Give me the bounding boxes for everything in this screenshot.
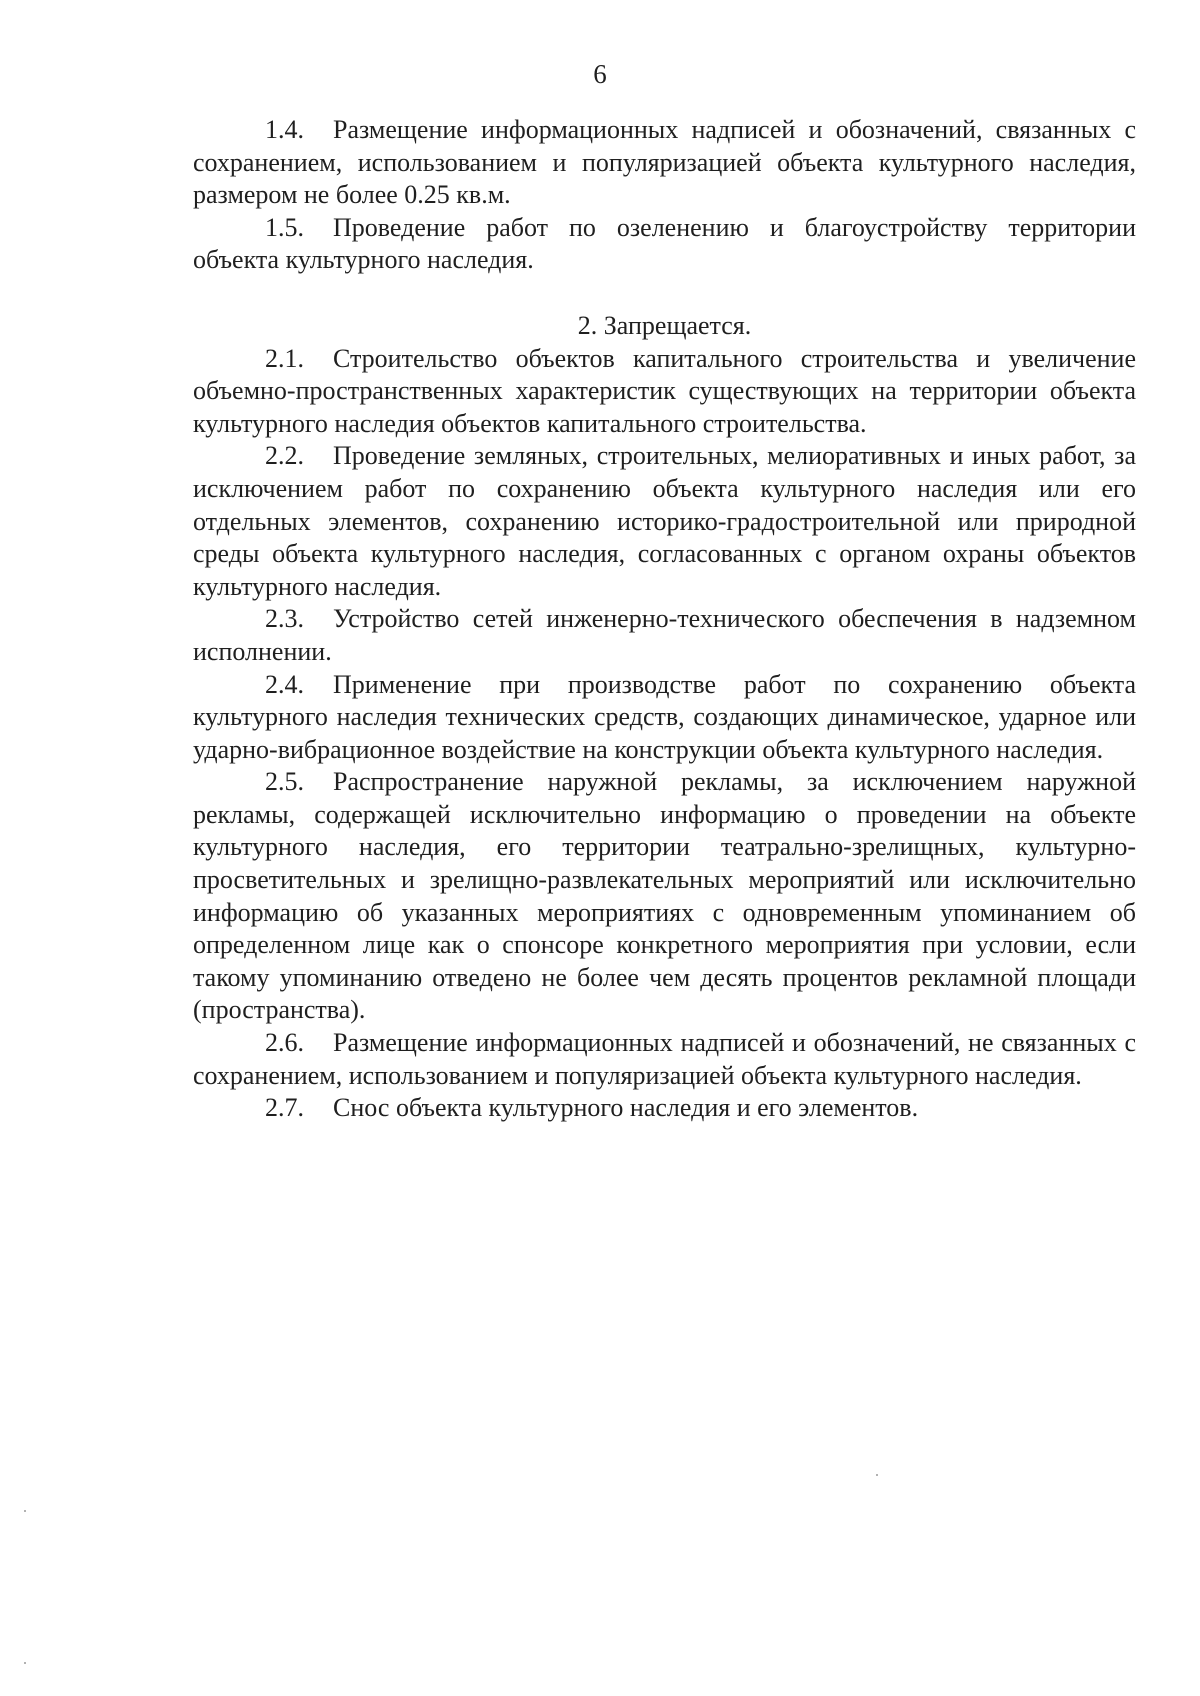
clause-number: 2.7. (265, 1093, 304, 1123)
clause-text: Устройство сетей инженерно-технического обеспечения в надземном исполнении. (193, 604, 1136, 666)
scan-speck (24, 1662, 26, 1664)
section-heading: 2. Запрещается. (577, 310, 752, 340)
clause-number: 1.4. (265, 115, 304, 144)
scan-speck (876, 1474, 878, 1476)
clause-number: 2.1. (265, 343, 304, 373)
clause-number: 2.6. (265, 1028, 304, 1058)
clause-number: 2.5. (265, 767, 304, 797)
clause-text: Размещение информационных надписей и обозначений, связанных с сохранением, использованием и популяризацией объекта культурного наследия, размером не более 0.25 кв.м. (193, 115, 1136, 210)
clause-2-6 (193, 1027, 1136, 1092)
clause-text: Строительство объектов капитального строительства и увеличение объемно-пространственных характеристик существующих на территории объекта культурного наследия объектов капитального строительства. (193, 343, 1136, 438)
clause-text: Проведение работ по озеленению и благоустройству территории объекта культурного наследия. (193, 212, 1136, 275)
clause-number: 2.3. (265, 604, 304, 634)
clause-2-5 (193, 766, 1136, 1027)
document-body (193, 114, 1136, 1125)
clause-text: Применение при производстве работ по сохранению объекта культурного наследия технических средств, создающих динамическое, ударное или ударно-вибрационное воздействие на конструкции объекта культурного наследия. (193, 669, 1136, 764)
clause-2-4 (193, 669, 1136, 767)
page-number: 6 (593, 59, 607, 89)
clause-2-1 (193, 343, 1136, 441)
clause-number: 2.4. (265, 669, 304, 699)
clause-text: Снос объекта культурного наследия и его элементов. (333, 1093, 919, 1123)
clause-text: Распространение наружной рекламы, за исключением наружной рекламы, содержащей исключительно информацию о проведении на объекте культурного наследия, его территории театрально-зрелищных, культурно-просветительных и зрелищно-развлекательных мероприятий или исключительно информацию об указанных мероприятиях с одновременным упоминанием об определенном лице как о спонсоре конкретного мероприятия при условии, если такому упоминанию отведено не более чем десять процентов рекламной площади (пространства). (193, 767, 1136, 1025)
clause-text: Размещение информационных надписей и обозначений, не связанных с сохранением, использованием и популяризацией объекта культурного наследия. (193, 1028, 1136, 1090)
clause-1-4 (193, 114, 1136, 212)
scan-speck (24, 1510, 26, 1512)
clause-2-3 (193, 603, 1136, 668)
clause-text: Проведение земляных, строительных, мелиоративных и иных работ, за исключением работ по сохранению объекта культурного наследия или его отдельных элементов, сохранению историко-градостроительной или природной среды объекта культурного наследия, согласованных с органом охраны объектов культурного наследия. (193, 441, 1136, 601)
clause-1-5 (193, 212, 1136, 277)
clause-number: 2.2. (265, 441, 304, 471)
clause-number: 1.5. (265, 212, 304, 242)
clause-2-2 (193, 440, 1136, 603)
clause-2-7 (193, 1092, 1136, 1125)
